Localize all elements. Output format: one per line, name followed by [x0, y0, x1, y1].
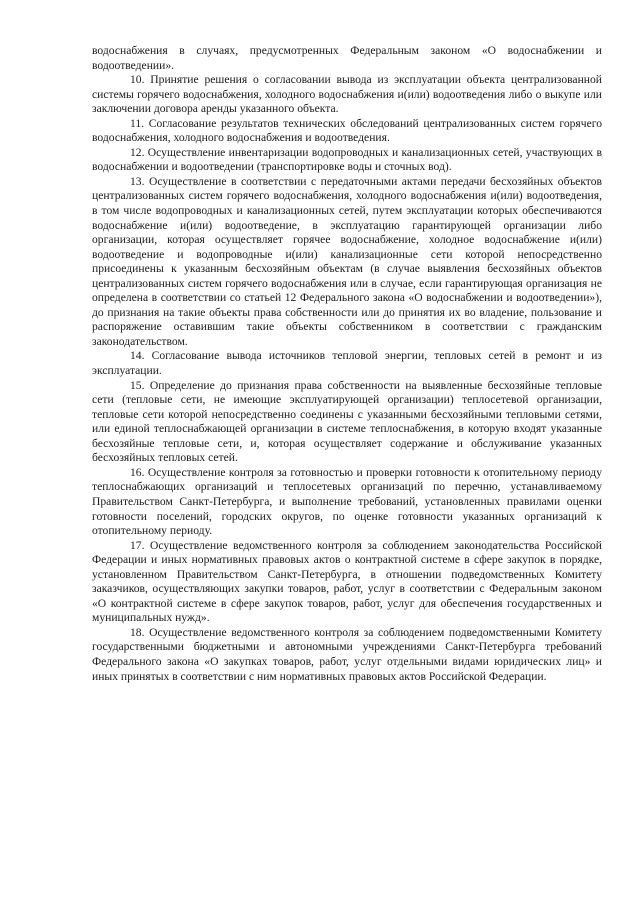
- paragraph-item-17: 17. Осуществление ведомственного контроля за соблюдением законодательства Российской Федерации и иных нормативных правовых актов о контрактной системе в сфере закупок в порядке, установленном Правительством Санкт-Петербурга, в отношении подведомственных Комитету заказчиков, осуществляющих закупки товаров, работ, услуг в соответствии с Федеральным законом «О контрактной системе в сфере закупок товаров, работ, услуг для обеспечения государственных и муниципальных нужд».: [92, 538, 602, 625]
- paragraph-item-15: 15. Определение до признания права собственности на выявленные бесхозяйные тепловые сети (тепловые сети, не имеющие эксплуатирующей организации) теплосетевой организации, тепловые сети которой непосредственно соединены с указанными бесхозяйными тепловыми сетями, или единой теплоснабжающей организации в системе теплоснабжения, в которую входят указанные бесхозяйные тепловые сети, и, которая осуществляет содержание и обслуживание указанных бесхозяйных тепловых сетей.: [92, 378, 602, 465]
- paragraph-item-18: 18. Осуществление ведомственного контроля за соблюдением подведомственными Комитету государственными бюджетными и автономными учреждениями Санкт-Петербурга требований Федерального закона «О закупках товаров, работ, услуг отдельными видами юридических лиц» и иных принятых в соответствии с ним нормативных правовых актов Российской Федерации.: [92, 625, 602, 683]
- document-body: [92, 44, 602, 684]
- paragraph-item-14: 14. Согласование вывода источников тепловой энергии, тепловых сетей в ремонт и из эксплуатации.: [92, 349, 602, 378]
- paragraph-item-10: 10. Принятие решения о согласовании вывода из эксплуатации объекта централизованной системы горячего водоснабжения, холодного водоснабжения и(или) водоотведения либо о выкупе или заключении договора аренды указанного объекта.: [92, 73, 602, 116]
- paragraph-item-12: 12. Осуществление инвентаризации водопроводных и канализационных сетей, участвующих в водоснабжении и водоотведении (транспортировке воды и сточных вод).: [92, 145, 602, 174]
- paragraph-item-11: 11. Согласование результатов технических обследований централизованных систем горячего водоснабжения, холодного водоснабжения и водоотведения.: [92, 116, 602, 145]
- paragraph-item-13: 13. Осуществление в соответствии с передаточными актами передачи бесхозяйных объектов централизованных систем горячего водоснабжения, холодного водоснабжения и(или) водоотведения, в том числе водопроводных и канализационных сетей, путем эксплуатации которых обеспечиваются водоснабжение и(или) водоотведение, в эксплуатацию гарантирующей организации либо организации, которая осуществляет горячее водоснабжение, холодное водоснабжение и(или) водоотведение и водопроводные и(или) канализационные сети которой непосредственно присоединены к указанным бесхозяйным объектам (в случае выявления бесхозяйных объектов централизованных систем горячего водоснабжения или в случае, если гарантирующая организация не определена в соответствии со статьей 12 Федерального закона «О водоснабжении и водоотведении»), до признания на такие объекты права собственности или до принятия их во владение, пользование и распоряжение оставившим такие объекты собственником в соответствии с гражданским законодательством.: [92, 174, 602, 348]
- paragraph-continuation: водоснабжения в случаях, предусмотренных Федеральным законом «О водоснабжении и водоотведении».: [92, 44, 602, 72]
- paragraph-item-16: 16. Осуществление контроля за готовностью и проверки готовности к отопительному периоду теплоснабжающих организаций и теплосетевых организаций по перечню, устанавливаемому Правительством Санкт-Петербурга, и выполнение требований, установленных правилами оценки готовности поселений, городских округов, по оценке готовности указанных организаций к отопительному периоду.: [92, 465, 602, 538]
